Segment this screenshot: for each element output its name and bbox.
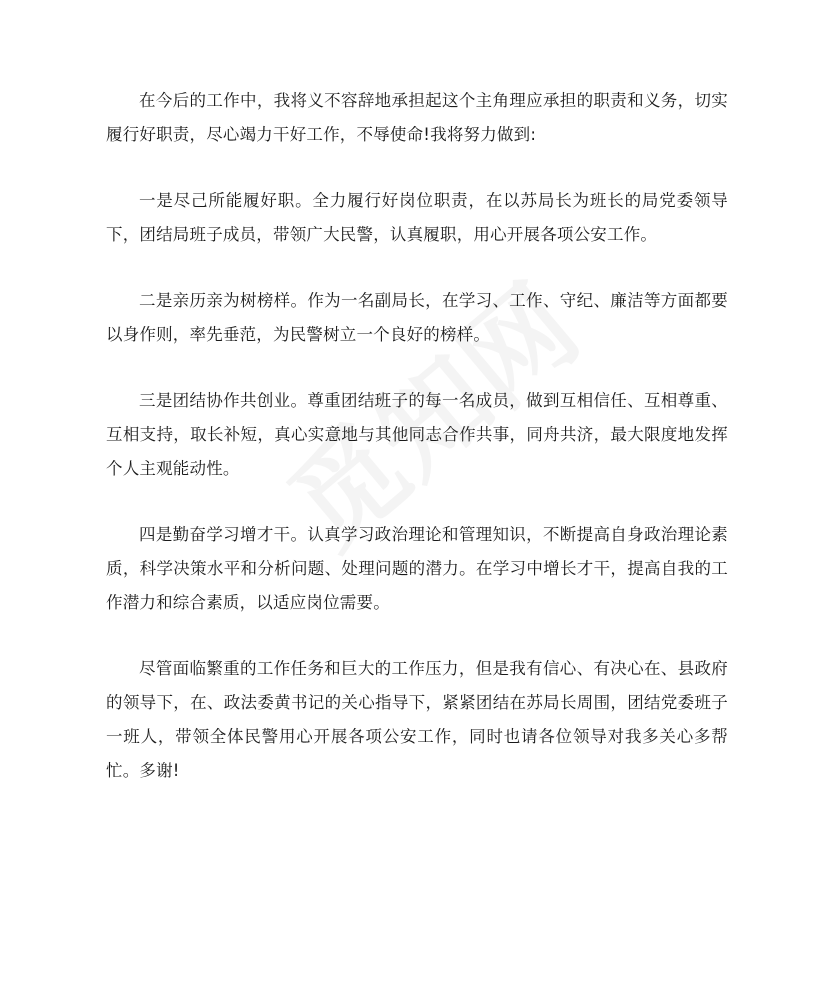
- paragraph-point-2: 二是亲历亲为树榜样。作为一名副局长，在学习、工作、守纪、廉洁等方面都要以身作则，率先垂范，为民警树立一个良好的榜样。: [106, 291, 728, 344]
- paragraph-point-1: 一是尽己所能履好职。全力履行好岗位职责，在以苏局长为班长的局党委领导下，团结局班子成员，带领广大民警，认真履职，用心开展各项公安工作。: [106, 191, 728, 244]
- paragraph-closing: 尽管面临繁重的工作任务和巨大的工作压力，但是我有信心、有决心在、县政府的领导下，在、政法委黄书记的关心指导下，紧紧团结在苏局长周围，团结党委班子一班人，带领全体民警用心开展各项公安工作，同时也请各位领导对我多关心多帮忙。多谢!: [106, 659, 728, 780]
- paragraph-intro: 在今后的工作中，我将义不容辞地承担起这个主角理应承担的职责和义务，切实履行好职责，尽心竭力干好工作，不辱使命!我将努力做到:: [106, 91, 728, 144]
- document-page: [106, 84, 728, 820]
- paragraph-point-4: 四是勤奋学习增才干。认真学习政治理论和管理知识，不断提高自身政治理论素质，科学决策水平和分析问题、处理问题的潜力。在学习中增长才干，提高自我的工作潜力和综合素质，以适应岗位需要。: [106, 525, 728, 612]
- paragraph-point-3: 三是团结协作共创业。尊重团结班子的每一名成员，做到互相信任、互相尊重、互相支持，取长补短，真心实意地与其他同志合作共事，同舟共济，最大限度地发挥个人主观能动性。: [106, 391, 728, 478]
